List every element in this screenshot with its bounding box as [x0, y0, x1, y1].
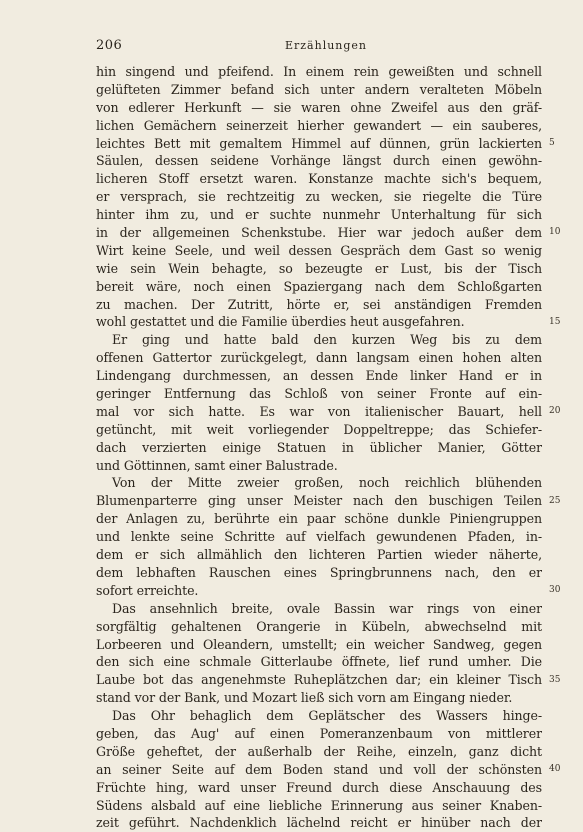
text-line: sorgfältig gehaltenen Orangerie in Kübeln, abwechselnd mit — [96, 618, 542, 634]
text-line: und Göttinnen, samt einer Balustrade. — [96, 457, 338, 473]
text-line: Säulen, dessen seidene Vorhänge längst durch einen gewöhn- — [96, 153, 542, 169]
text-line: Größe geheftet, der außerhalb der Reihe, einzeln, ganz dicht — [96, 743, 542, 759]
line-number: 15 — [549, 316, 561, 327]
text-line: bereit wäre, noch einen Spaziergang nach dem Schloßgarten — [96, 278, 542, 294]
text-body — [96, 63, 542, 832]
text-line: Blumenparterre ging unser Meister nach den buschigen Teilen — [96, 493, 542, 509]
text-line: getüncht, mit weit vorliegender Doppeltreppe; das Schiefer- — [96, 421, 542, 437]
text-line: Lindengang durchmessen, an dessen Ende linker Hand er in — [96, 368, 542, 384]
paragraph-start: Das ansehnlich breite, ovale Bassin war rings von einer — [112, 600, 542, 616]
text-line: mal vor sich hatte. Es war von italienischer Bauart, hell — [96, 403, 542, 419]
text-line: Früchte hing, ward unser Freund durch diese Anschauung des — [96, 779, 542, 795]
text-line: sofort erreichte. — [96, 582, 199, 598]
running-title: Erzählungen — [284, 39, 368, 52]
line-number: 25 — [549, 495, 561, 506]
text-line: stand vor der Bank, und Mozart ließ sich vorn am Eingang nieder. — [96, 690, 513, 706]
text-line: zeit geführt. Nachdenklich lächelnd reicht er hinüber nach der — [96, 815, 542, 831]
paragraph-start: Von der Mitte zweier großen, noch reichlich blühenden — [112, 475, 542, 491]
text-line: leichtes Bett mit gemaltem Himmel auf dünnen, grün lackierten — [96, 135, 542, 151]
text-line: licheren Stoff ersetzt waren. Konstanze machte sich's bequem, — [96, 171, 542, 187]
text-line: wohl gestattet und die Familie überdies heut ausgefahren. — [96, 314, 465, 330]
line-number: 10 — [549, 227, 561, 238]
text-line: dem er sich allmählich den lichteren Partien wieder näherte, — [96, 547, 542, 563]
text-line: geringer Entfernung das Schloß von seiner Fronte auf ein- — [96, 386, 542, 402]
text-line: Wirt keine Seele, und weil dessen Gespräch dem Gast so wenig — [96, 242, 542, 258]
text-line: von edlerer Herkunft — sie waren ohne Zweifel aus den gräf- — [96, 99, 542, 115]
text-line: offenen Gattertor zurückgelegt, dann langsam einen hohen alten — [96, 350, 542, 366]
text-line: wie sein Wein behagte, so bezeugte er Lust, bis der Tisch — [96, 260, 542, 276]
paragraph-start: Er ging und hatte bald den kurzen Weg bis zu dem — [112, 332, 542, 348]
text-line: Laube bot das angenehmste Ruheplätzchen dar; ein kleiner Tisch — [96, 672, 542, 688]
text-line: hinter ihm zu, und er suchte nunmehr Unterhaltung für sich — [96, 207, 542, 223]
page-number: 206 — [96, 38, 123, 53]
line-number: 30 — [549, 585, 561, 596]
text-line: Lorbeeren und Oleandern, umstellt; ein weicher Sandweg, gegen — [96, 636, 542, 652]
text-line: und lenkte seine Schritte auf vielfach gewundenen Pfaden, in- — [96, 529, 542, 545]
line-number: 20 — [549, 406, 561, 417]
text-line: zu machen. Der Zutritt, hörte er, sei anständigen Fremden — [96, 296, 542, 312]
text-line: gelüfteten Zimmer befand sich unter andern veralteten Möbeln — [96, 81, 542, 97]
line-number: 5 — [549, 137, 555, 148]
line-number: 35 — [549, 674, 561, 685]
text-line: Südens alsbald auf eine liebliche Erinnerung aus seiner Knaben- — [96, 797, 542, 813]
text-line: dach verzierten einige Statuen in üblicher Manier, Götter — [96, 439, 542, 455]
paragraph-start: Das Ohr behaglich dem Geplätscher des Wassers hinge- — [112, 708, 542, 724]
text-line: der Anlagen zu, berührte ein paar schöne dunkle Piniengruppen — [96, 511, 542, 527]
text-line: hin singend und pfeifend. In einem rein geweißten und schnell — [96, 64, 542, 79]
page-header — [96, 38, 556, 54]
text-line: lichen Gemächern seinerzeit hierher gewandert — ein sauberes, — [96, 117, 542, 133]
text-line: geben, das Aug' auf einen Pomeranzenbaum von mittlerer — [96, 725, 542, 741]
line-number: 40 — [549, 764, 561, 775]
text-line: in der allgemeinen Schenkstube. Hier war jedoch außer dem — [96, 225, 542, 241]
text-line: den sich eine schmale Gitterlaube öffnete, lief rund umher. Die — [96, 654, 542, 670]
text-line: dem lebhaften Rauschen eines Springbrunnens nach, den er — [96, 564, 542, 580]
text-line: er versprach, sie rechtzeitig zu wecken, sie riegelte die Türe — [96, 189, 542, 205]
text-line: an seiner Seite auf dem Boden stand und voll der schönsten — [96, 761, 542, 777]
